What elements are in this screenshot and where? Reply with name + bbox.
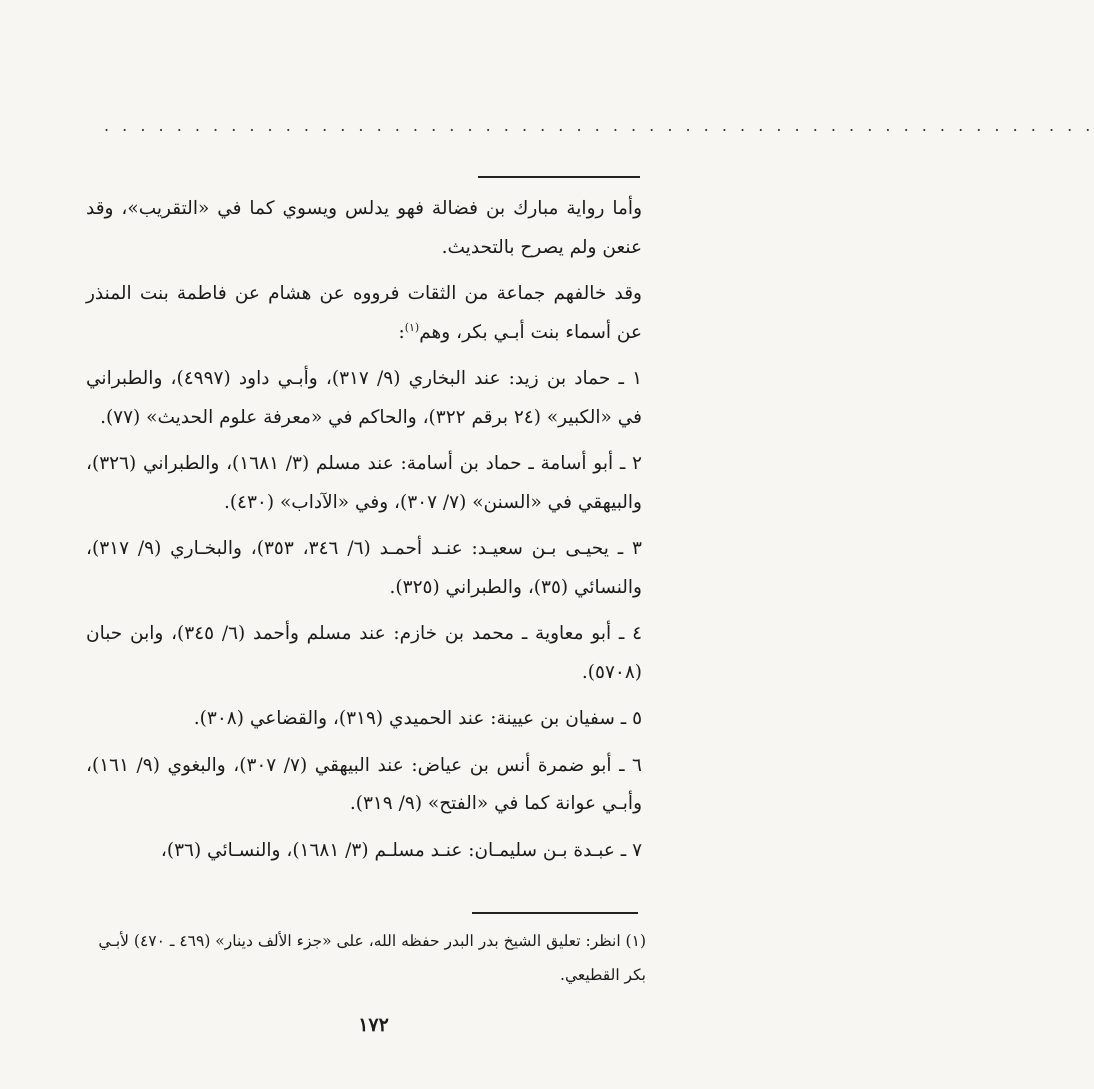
list-item: ٤ ـ أبو معاوية ـ محمد بن خازم: عند مسلم وأحمد (٦/ ٣٤٥)، وابن حبان (٥٧٠٨). [86, 623, 642, 683]
main-text [86, 190, 642, 878]
page-number: ١٧٢ [358, 1014, 389, 1036]
list-item: ٣ ـ يحيـى بـن سعيـد: عنـد أحمـد (٦/ ٣٤٦، ٣٥٣)، والبخـاري (٩/ ٣١٧)، والنسائي (٣٥)، والطبراني (٣٢٥). [86, 538, 642, 598]
paragraph: وأما رواية مبارك بن فضالة فهو يدلس ويسوي كما في «التقريب»، وقد عنعن ولم يصرح بالتحديث. [86, 198, 642, 258]
decorative-dotted-line: . . . . . . . . . . . . . . . . . . . . . . . . . . . . . . . . . . . . . . . . . . . . . . . . . . . . . . . [104, 116, 1094, 135]
list-item: ٥ ـ سفيان بن عيينة: عند الحميدي (٣١٩)، والقضاعي (٣٠٨). [193, 708, 642, 729]
footnote-text: (١) انظر: تعليق الشيخ بدر البدر حفظه الله، على «جزء الألف دينار» (٤٦٩ ـ ٤٧٠) لأبـي بكر القطيعي. [98, 932, 646, 984]
list-item: ٦ ـ أبو ضمرة أنس بن عياض: عند البيهقي (٧/ ٣٠٧)، والبغوي (٩/ ١٦١)، وأبـي عوانة كما في «الفتح» (٩/ ٣١٩). [86, 754, 642, 814]
paragraph-text: وقد خالفهم جماعة من الثقات فرووه عن هشام عن فاطمة بنت المنذر عن أسماء بنت أبـي بكر، وهم [86, 283, 642, 343]
footnote-rule [472, 912, 638, 914]
list-item: ٢ ـ أبو أسامة ـ حماد بن أسامة: عند مسلم (٣/ ١٦٨١)، والطبراني (٣٢٦)، والبيهقي في «السنن» (٧/ ٣٠٧)، وفي «الآداب» (٤٣٠). [86, 453, 642, 513]
paragraph-tail: : [398, 321, 405, 343]
list-item: ٧ ـ عبـدة بـن سليمـان: عنـد مسلـم (٣/ ١٦٨١)، والنسـائي (٣٦)، [160, 839, 642, 861]
footnote-reference: (١) [404, 320, 420, 334]
paragraph [86, 275, 642, 352]
footnote [86, 924, 646, 992]
list-item: ١ ـ حماد بن زيد: عند البخاري (٩/ ٣١٧)، وأبـي داود (٤٩٩٧)، والطبراني في «الكبير» (٢٤ برقم ٣٢٢)، والحاكم في «معرفة علوم الحديث» (٧٧). [86, 368, 642, 428]
top-rule [478, 176, 640, 178]
